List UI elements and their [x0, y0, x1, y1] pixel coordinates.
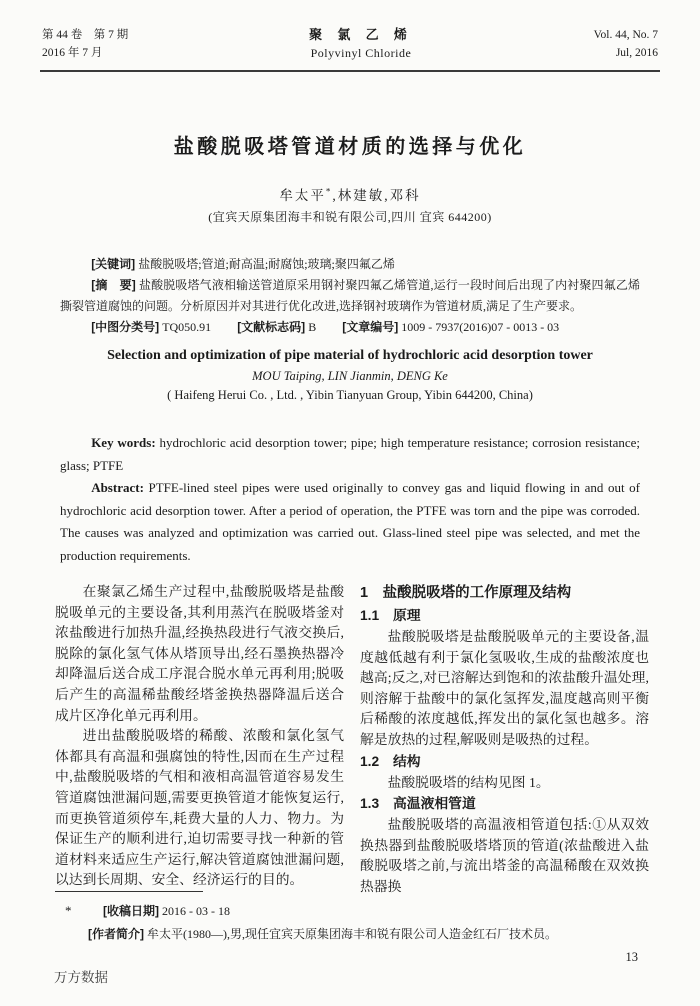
body-paragraph: 在聚氯乙烯生产过程中,盐酸脱吸塔是盐酸脱吸单元的主要设备,其利用蒸汽在脱吸塔釜对浓盐酸进行加热升温,经换热段进行气液交换后,脱除的氯化氢气体从塔顶导出,经石墨换热器冷却降温后送合成工序混合脱水单元再利用;脱吸后产生的高温稀盐酸经塔釜换热器降温后送合成片区净化单元再利用。: [55, 584, 344, 723]
body-paragraph: 进出盐酸脱吸塔的稀酸、浓酸和氯化氢气体都具有高温和强腐蚀的特性,因而在生产过程中,盐酸脱吸塔的气相和液相高温管道容易发生管道腐蚀泄漏问题,需要更换管道才能恢复运行,而更换管道须停车,耗费大量的人力、物力。为保证生产的顺利进行,迫切需要寻找一种新的管道材料来适应生产运行,解决管道腐蚀泄漏问题,以达到长周期、安全、经济运行的目的。: [55, 728, 344, 888]
body-paragraph: 盐酸脱吸塔的高温液相管道包括:①从双效换热器到盐酸脱吸塔塔顶的管道(浓盐酸进入盐酸脱吸塔之前,与流出塔釜的高温稀酸在双效换热器换: [360, 817, 649, 894]
doc-code: B: [308, 320, 317, 334]
volume-issue: 第 44 卷 第 7 期: [42, 29, 129, 41]
author-bio-label: [作者简介]: [88, 927, 144, 941]
abstract-text-en: PTFE-lined steel pipes were used originally to convey gas and liquid flowing in and out of hydrochloric acid desorption tower. After a period of operation, the PTFE was torn and the pipe was corroded. The causes was analyzed and optimization was carried out. Glass-lined steel pipe was selected, and met the production requirements.: [60, 480, 640, 563]
section-heading-1: 1 盐酸脱吸塔的工作原理及结构: [360, 585, 572, 601]
issue-date-cn: 2016 年 7 月: [42, 47, 103, 59]
keywords-label-cn: [关键词]: [91, 257, 136, 271]
author-bio-text: 牟太平(1980—),男,现任宜宾天原集团海丰和锐有限公司人造金红石厂技术员。: [147, 927, 557, 941]
keywords-line-cn: [60, 254, 640, 275]
received-date: 2016 - 03 - 18: [162, 904, 230, 918]
journal-name-en: Polyvinyl Chloride: [310, 46, 412, 60]
footnote-block: [55, 891, 641, 946]
subsection-heading-1-3: 1.3 高温液相管道: [360, 796, 476, 812]
journal-name: [309, 26, 413, 62]
left-column: [55, 582, 344, 898]
keywords-line-en: [60, 432, 640, 477]
issue-info: [42, 26, 128, 62]
keywords-text-en: hydrochloric acid desorption tower; pipe; high temperature resistance; corrosion resistance; glass; PTFE: [60, 435, 641, 473]
body-paragraph: 盐酸脱吸塔的结构见图 1。: [387, 774, 550, 790]
footnote-divider: [55, 891, 203, 892]
abstract-text-cn: 盐酸脱吸塔气液相输送管道原采用钢衬聚四氟乙烯管道,运行一段时间后出现了内衬聚四氟乙烯撕裂管道腐蚀的问题。分析原因并对其进行优化改进,选择钢衬玻璃作为管道材质,满足了生产要求。: [60, 278, 640, 313]
article-title-cn: 盐酸脱吸塔管道材质的选择与优化: [173, 136, 527, 158]
subsection-heading-1-2: 1.2 结构: [360, 753, 421, 769]
authors-cn: [0, 184, 700, 204]
english-meta-block: [60, 432, 640, 567]
classification-line: [60, 317, 640, 338]
affiliation-en: ( Haifeng Herui Co. , Ltd. , Yibin Tianyuan Group, Yibin 644200, China): [167, 388, 533, 402]
article-id-label: [文章编号]: [342, 320, 399, 334]
volume-issue-en: Vol. 44, No. 7: [593, 29, 658, 41]
author-name: 牟太平: [279, 188, 326, 203]
abstract-line-cn: [60, 275, 640, 317]
article-title-en: Selection and optimization of pipe material of hydrochloric acid desorption tower: [107, 348, 593, 363]
keywords-text-cn: 盐酸脱吸塔;管道;耐高温;耐腐蚀;玻璃;聚四氟乙烯: [138, 257, 395, 271]
right-column: [360, 582, 649, 898]
chinese-meta-block: [60, 254, 640, 338]
body-paragraph: 盐酸脱吸塔是盐酸脱吸单元的主要设备,温度越低越有利于氯化氢吸收,生成的盐酸浓度也越高;反之,对已溶解达到饱和的浓盐酸升温处理,则溶解于盐酸中的氯化氢挥发,温度越高则平衡后稀酸的浓度越低,挥发出的氯化氢也越多。溶解是放热的过程,解吸则是吸热的过程。: [360, 629, 649, 747]
clc-label: [中图分类号]: [91, 320, 160, 334]
journal-name-cn: 聚 氯 乙 烯: [309, 27, 413, 42]
affiliation-cn: (宜宾天原集团海丰和锐有限公司,四川 宜宾 644200): [208, 210, 492, 224]
journal-header: [42, 26, 658, 62]
doc-code-label: [文献标志码]: [237, 320, 306, 334]
subsection-heading-1-1: 1.1 原理: [360, 608, 421, 623]
english-title-block: [0, 348, 700, 403]
abstract-label-cn: [摘 要]: [91, 278, 136, 292]
page-number: 13: [625, 950, 638, 964]
received-date-line: [55, 899, 641, 923]
abstract-line-en: [60, 477, 640, 567]
volume-info-en: [594, 26, 658, 62]
clc-number: TQ050.91: [162, 320, 212, 334]
issue-date-en: Jul, 2016: [615, 47, 658, 59]
coauthor-names: ,林建敏,邓科: [332, 188, 421, 203]
database-watermark: 万方数据: [54, 970, 108, 985]
article-id: 1009 - 7937(2016)07 - 0013 - 03: [401, 320, 560, 334]
footnote-marker: *: [65, 903, 72, 918]
header-divider: [40, 70, 660, 72]
received-date-label: [收稿日期]: [103, 904, 159, 918]
author-bio-line: [55, 923, 641, 946]
authors-en: MOU Taiping, LIN Jianmin, DENG Ke: [252, 369, 448, 383]
abstract-label-en: Abstract:: [91, 480, 144, 495]
body-columns: [55, 582, 649, 898]
keywords-label-en: Key words:: [91, 435, 156, 450]
corresponding-author-mark: *: [325, 186, 333, 197]
